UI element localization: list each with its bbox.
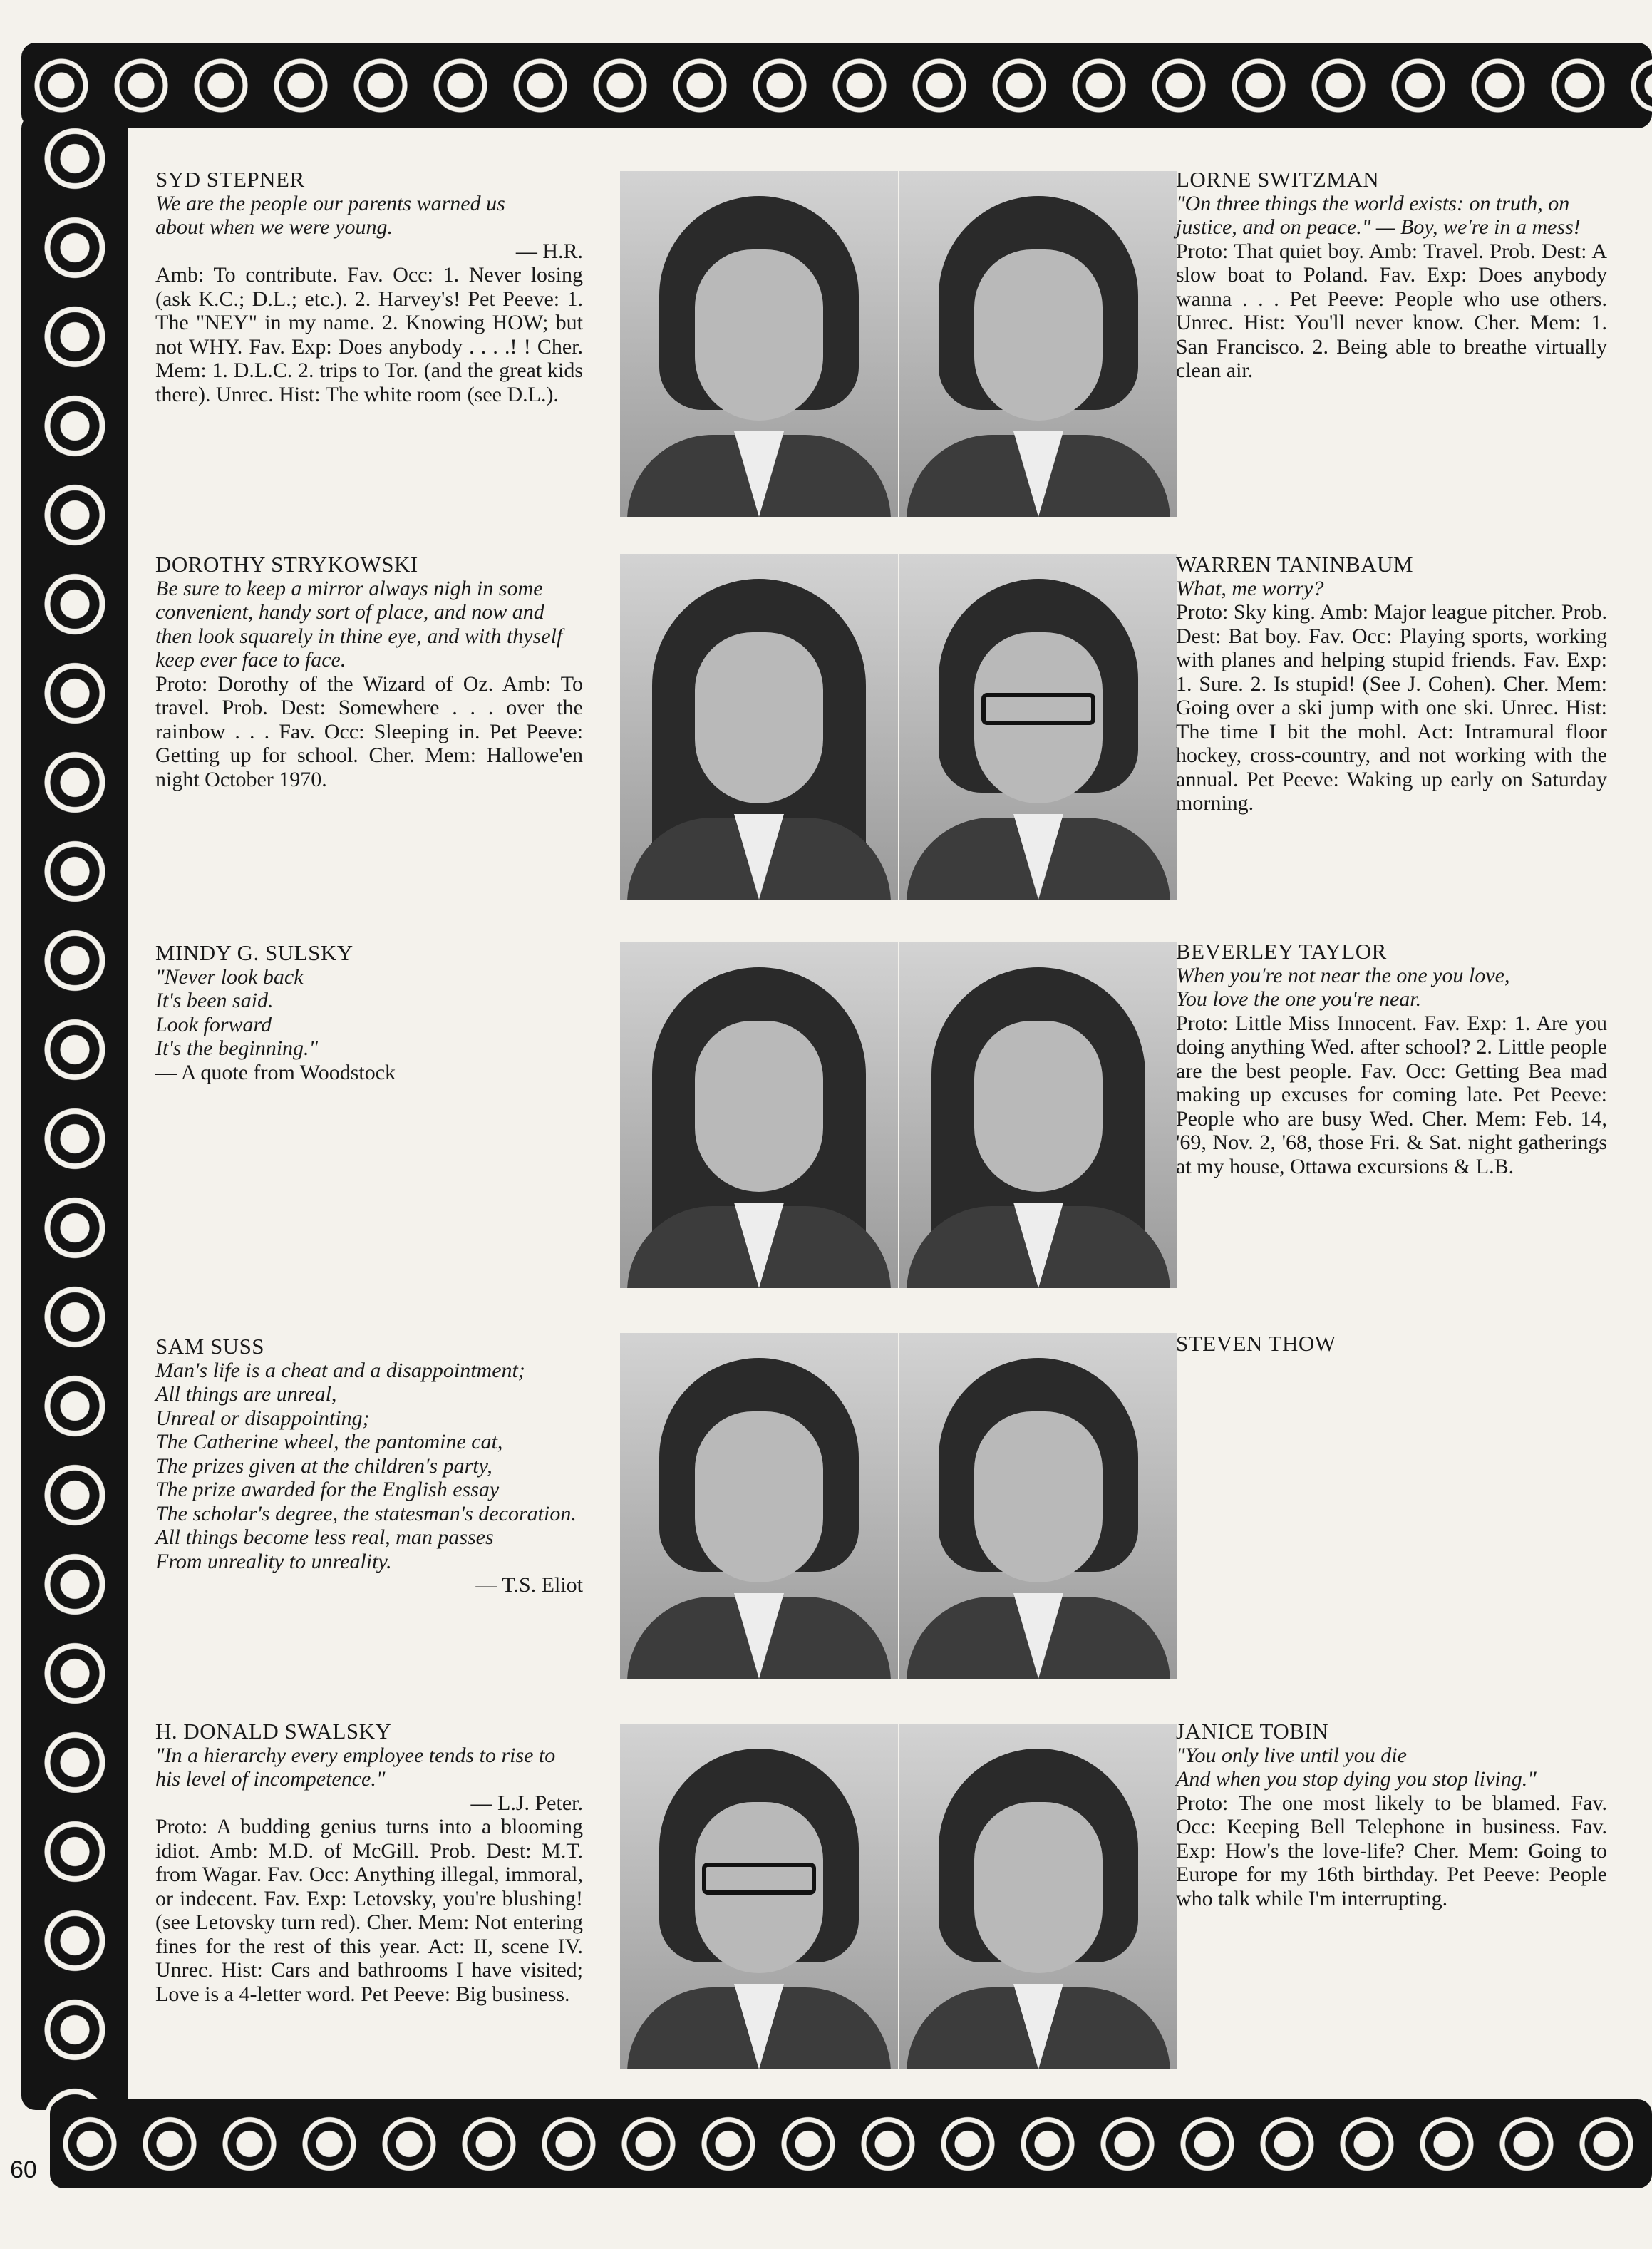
entry-beverley-taylor xyxy=(1176,940,1607,1178)
portrait-photo-dorothy-strykowski xyxy=(620,554,898,900)
student-quote: "On three things the world exists: on truth, on justice, and on peace." — Boy, we're in a mess! xyxy=(1176,191,1581,239)
portrait-photo-warren-taninbaum xyxy=(899,554,1177,900)
student-name: SAM SUSS xyxy=(155,1334,265,1359)
student-name: MINDY G. SULSKY xyxy=(155,940,353,965)
page-number: 60 xyxy=(10,2156,37,2183)
student-name: SYD STEPNER xyxy=(155,167,305,192)
student-quote: What, me worry? xyxy=(1176,576,1324,600)
student-bio: Proto: The one most likely to be blamed. Fav. Occ: Keeping Bell Telephone in business. Fav. Exp: How's the love-life? Cher. Mem: Going to Europe for my 16th birthday. Pet Peeve: People who talk while I'm interrupting. xyxy=(1176,1791,1607,1910)
student-quote: "Never look back It's been said. Look forward It's the beginning." xyxy=(155,964,319,1060)
quote-attribution: — L.J. Peter. xyxy=(470,1791,583,1815)
student-bio: Proto: Little Miss Innocent. Fav. Exp: 1. Are you doing anything Wed. after school? 2. Little people are the best people. Fav. Occ: Getting Bea mad making up excuses for coming late. Pet Peeve: People who are busy Wed. Cher. Mem: Feb. 14, '69, Nov. 2, '68, those Fri. & Sat. night gatherings at my house, Ottawa excursions & L.B. xyxy=(1176,1011,1607,1178)
quote-attribution: — A quote from Woodstock xyxy=(155,1060,396,1084)
student-name: LORNE SWITZMAN xyxy=(1176,167,1380,192)
entry-sam-suss xyxy=(155,1334,583,1597)
entry-janice-tobin xyxy=(1176,1719,1607,1910)
entry-lorne-switzman xyxy=(1176,168,1607,383)
entry-syd-stepner xyxy=(155,168,583,406)
student-name: JANICE TOBIN xyxy=(1176,1719,1329,1744)
portrait-photo-sam-suss xyxy=(620,1333,898,1679)
portrait-photo-janice-tobin xyxy=(899,1724,1177,2069)
entry-mindy-sulsky xyxy=(155,941,583,1084)
student-quote: "In a hierarchy every employee tends to rise to his level of incompetence." xyxy=(155,1743,556,1791)
portrait-photo-lorne-switzman xyxy=(899,171,1177,517)
student-bio: Proto: Sky king. Amb: Major league pitcher. Prob. Dest: Bat boy. Fav. Occ: Playing sports, working with planes and helping stupid friends. Fav. Exp: 1. Sure. 2. Is stupid! (See J. Cohen). Cher. Mem: Going over a ski jump with one ski. Unrec. Hist: The time I bit the mohl. Act: Intramural floor hockey, cross-country, and not working with the annual. Pet Peeve: Waking up early on Saturday morning. xyxy=(1176,600,1607,815)
student-name: BEVERLEY TAYLOR xyxy=(1176,939,1387,964)
portrait-photo-steven-thow xyxy=(899,1333,1177,1679)
portrait-photo-h-donald-swalsky xyxy=(620,1724,898,2069)
student-name: STEVEN THOW xyxy=(1176,1331,1336,1356)
student-bio: Amb: To contribute. Fav. Occ: 1. Never losing (ask K.C.; D.L.; etc.). 2. Harvey's! Pet Peeve: 1. The "NEY" in my name. 2. Knowing HOW; but not WHY. Fav. Exp: Does anybody . . . .! ! Cher. Mem: 1. D.L.C. 2. trips to Tor. (and the great kids there). Unrec. Hist: The white room (see D.L.). xyxy=(155,263,583,406)
ornamental-border-bottom xyxy=(50,2099,1652,2188)
entry-warren-taninbaum xyxy=(1176,552,1607,815)
student-bio: Proto: That quiet boy. Amb: Travel. Prob. Dest: A slow boat to Poland. Fav. Exp: Does anybody wanna . . . Pet Peeve: People who use others. Unrec. Hist: You'll never know. Cher. Mem: 1. San Francisco. 2. Being able to breathe virtually clean air. xyxy=(1176,239,1607,382)
student-bio: Proto: Dorothy of the Wizard of Oz. Amb: To travel. Prob. Dest: Somewhere . . . over the rainbow . . . Fav. Occ: Sleeping in. Pet Peeve: Getting up for school. Cher. Mem: Hallowe'en night October 1970. xyxy=(155,671,583,791)
student-quote: Be sure to keep a mirror always nigh in some convenient, handy sort of place, and now and then look squarely in thine eye, and with thyself keep ever face to face. xyxy=(155,576,563,671)
student-quote: "You only live until you die And when you stop dying you stop living." xyxy=(1176,1743,1537,1791)
portrait-photo-mindy-sulsky xyxy=(620,942,898,1288)
student-name: WARREN TANINBAUM xyxy=(1176,552,1414,577)
entry-steven-thow xyxy=(1176,1332,1607,1356)
portrait-photo-beverley-taylor xyxy=(899,942,1177,1288)
entry-h-donald-swalsky xyxy=(155,1719,583,2006)
entry-dorothy-strykowski xyxy=(155,552,583,791)
student-quote: We are the people our parents warned us about when we were young. xyxy=(155,191,505,239)
portrait-photo-syd-stepner xyxy=(620,171,898,517)
student-name: H. DONALD SWALSKY xyxy=(155,1719,392,1744)
ornamental-border-left xyxy=(21,114,128,2110)
ornamental-border-top xyxy=(21,43,1652,128)
quote-attribution: — H.R. xyxy=(515,239,583,263)
student-name: DOROTHY STRYKOWSKI xyxy=(155,552,418,577)
student-quote: When you're not near the one you love, You love the one you're near. xyxy=(1176,963,1510,1011)
quote-attribution: — T.S. Eliot xyxy=(475,1573,583,1597)
student-quote: Man's life is a cheat and a disappointment; All things are unreal, Unreal or disappointing; The Catherine wheel, the pantomine cat, The prizes given at the children's party, The prize awarded for the English essay The scholar's degree, the statesman's decoration. All things become less real, man passes From unreality to unreality. xyxy=(155,1358,577,1573)
student-bio: Proto: A budding genius turns into a blooming idiot. Amb: M.D. of McGill. Prob. Dest: M.T. from Wagar. Fav. Occ: Anything illegal, immoral, or indecent. Fav. Exp: Letovsky, you're blushing! (see Letovsky turn red). Cher. Mem: Not entering fines for the rest of this year. Act: II, scene IV. Unrec. Hist: Cars and bathrooms I have visited; Love is a 4-letter word. Pet Peeve: Big business. xyxy=(155,1815,583,2006)
